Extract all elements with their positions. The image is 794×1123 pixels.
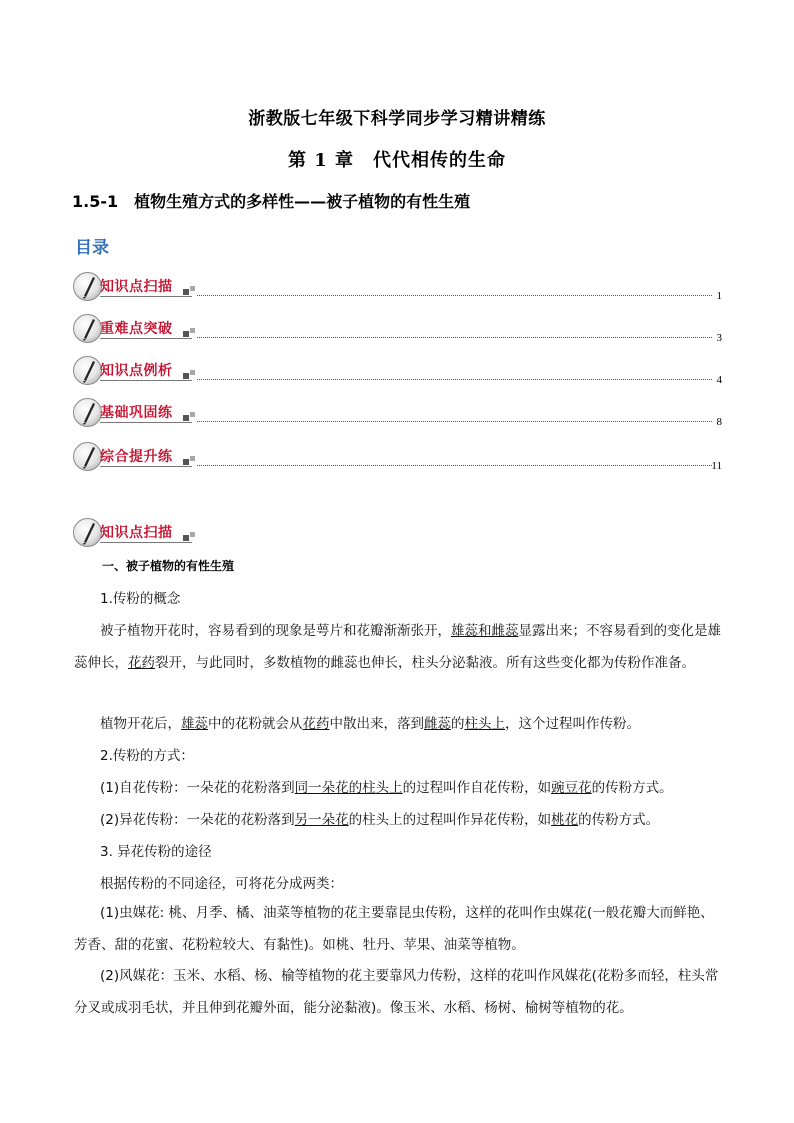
heading-cross-pollination-routes: 3. 异花传粉的途径 xyxy=(100,844,212,860)
section-badge xyxy=(70,354,198,388)
pen-icon xyxy=(73,398,102,427)
section-header-knowledge-scan xyxy=(70,516,200,550)
section-badge xyxy=(70,516,198,550)
toc-heading: 目录 xyxy=(75,238,109,258)
toc-item-knowledge-scan[interactable] xyxy=(70,270,722,304)
chapter-title: 第 1 章 代代相传的生命 xyxy=(287,150,507,171)
section-badge-label: 知识点扫描 xyxy=(100,525,173,541)
section-badge xyxy=(70,270,198,304)
toc-item-label: 知识点例析 xyxy=(100,363,173,379)
toc-page-number: 1 xyxy=(716,290,722,302)
pen-icon xyxy=(73,356,102,385)
paragraph-insect-pollinated: (1)虫媒花: 桃、月季、橘、油菜等植物的花主要靠昆虫传粉，这样的花叫作虫媒花(一般花瓣大而鲜艳、芳香、甜的花蜜、花粉粒较大、有黏性)。如桃、牡丹、苹果、油菜等植物。 xyxy=(74,905,714,953)
toc-item-label: 重难点突破 xyxy=(100,321,173,337)
toc-page-number: 11 xyxy=(711,460,722,472)
toc-item-basic-practice[interactable] xyxy=(70,396,722,430)
toc-leader xyxy=(197,465,712,466)
subheading: 一、被子植物的有性生殖 xyxy=(102,559,235,573)
underlined-term: 花药 xyxy=(128,654,155,671)
toc-page-number: 3 xyxy=(716,332,722,344)
pen-icon xyxy=(73,314,102,343)
paragraph-flowering: 被子植物开花时，容易看到的现象是萼片和花瓣渐渐张开，雄蕊和雌蕊显露出来；不容易看到的变化是雄蕊伸长，花药裂开，与此同时，多数植物的雌蕊也伸长，柱头分泌黏液。所有这些变化都为传粉作准备。 xyxy=(74,623,721,671)
toc-leader xyxy=(197,295,712,296)
pen-icon xyxy=(73,272,102,301)
paragraph-self-pollination: (1)自花传粉：一朵花的花粉落到同一朵花的柱头上的过程叫作自花传粉，如豌豆花的传粉方式。 xyxy=(100,780,673,796)
toc-item-examples[interactable] xyxy=(70,354,722,388)
paragraph-pollination: 植物开花后，雄蕊中的花粉就会从花药中散出来，落到雌蕊的柱头上，这个过程叫作传粉。 xyxy=(100,716,640,732)
paragraph-flower-types: 根据传粉的不同途径，可将花分成两类： xyxy=(100,876,343,892)
toc-page-number: 8 xyxy=(716,416,722,428)
section-title: 1.5-1 植物生殖方式的多样性——被子植物的有性生殖 xyxy=(72,192,471,211)
toc-leader xyxy=(197,421,712,422)
series-title: 浙教版七年级下科学同步学习精讲精练 xyxy=(248,109,546,129)
pen-icon xyxy=(73,518,102,547)
heading-pollination-methods: 2.传粉的方式： xyxy=(100,748,194,764)
toc-item-comprehensive-practice[interactable] xyxy=(70,440,722,474)
paragraph-wind-pollinated: (2)风媒花：玉米、水稻、杨、榆等植物的花主要靠风力传粉，这样的花叫作风媒花(花粉多而轻，柱头常分叉或成羽毛状，并且伸到花瓣外面，能分泌黏液)。像玉米、水稻、杨树、榆树等植物的花。 xyxy=(74,968,719,1016)
paragraph-cross-pollination: (2)异花传粉：一朵花的花粉落到另一朵花的柱头上的过程叫作异花传粉，如桃花的传粉方式。 xyxy=(100,812,660,828)
toc-item-label: 知识点扫描 xyxy=(100,279,173,295)
toc-page-number: 4 xyxy=(716,374,722,386)
toc-leader xyxy=(197,379,712,380)
underlined-term: 雄蕊和雌蕊 xyxy=(451,623,519,639)
toc-item-label: 基础巩固练 xyxy=(100,405,173,421)
section-badge xyxy=(70,396,198,430)
section-badge xyxy=(70,440,198,474)
pen-icon xyxy=(73,442,102,471)
toc-item-label: 综合提升练 xyxy=(100,449,173,465)
section-badge xyxy=(70,312,198,346)
toc-leader xyxy=(197,337,712,338)
heading-pollination-concept: 1.传粉的概念 xyxy=(100,591,181,607)
toc-item-key-points[interactable] xyxy=(70,312,722,346)
